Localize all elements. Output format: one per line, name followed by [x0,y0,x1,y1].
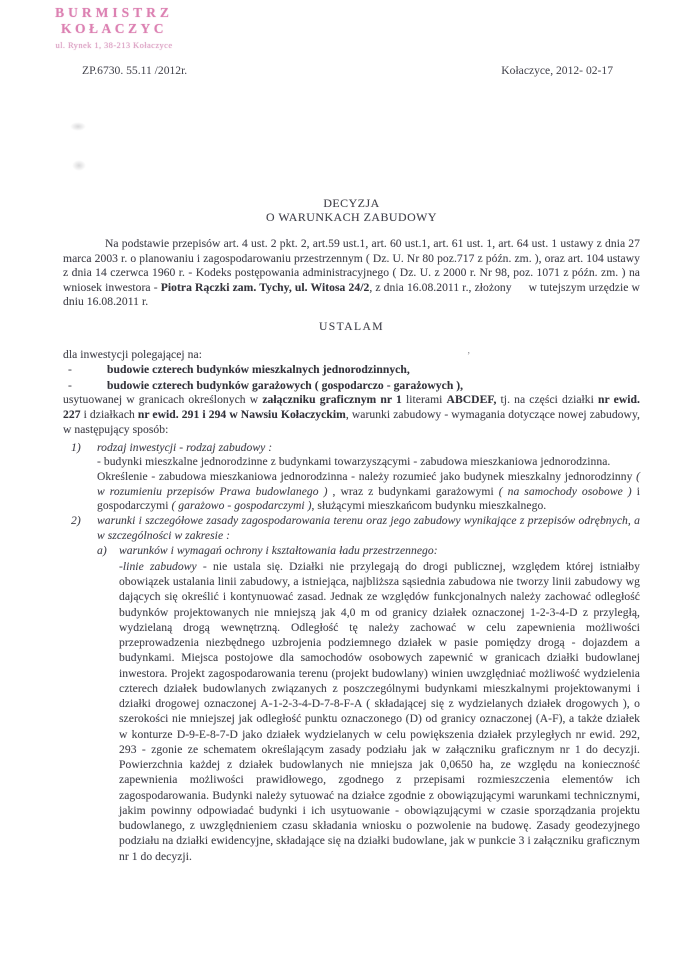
document-title-block [63,196,640,224]
list-item-2 [71,514,640,864]
point-1-content [97,441,640,514]
zoning-conditions-text: - nie ustala się. Działki nie przylegają do drogi publicznej, względem której istniałby obowiązek ustalania linii zabudowy, a istniejąca, najbliższa sąsiednia zabudowa nie tworzy linii zabudowy wg dających się określić i kontynuować zasad. Jednak ze względów funkcjonalnych należy zachować odległość budynków projektowanych nie mniejszą jak 4,0 m od granicy działek oznaczonej 1-2-3-4-D z przyległą, wydzielaną drogą wewnętrzną. Odległość tę należy zachować w celu zapewnienia możliwości przeprowadzenia niezbędnego uzbrojenia podziemnego działek w pasie pomiędzy drogą - dojazdem a budynkami. Miejsca postojowe dla samochodów osobowych zapewnić w granicach działki budowlanej inwestora. Projekt zagospodarowania terenu (projekt budowlany) winien uwzględniać możliwość wydzielenia czterech działek budowlanych związanych z poszczególnymi budynkami mieszkalnymi projektowanymi i działki drogowej oznaczonej A-1-2-3-4-D-7-8-F-A ( składającej się z wydzielanych działek drogowych ), o szerokości nie mniejszej jak odległość punktu oznaczonego (D) od granicy oznaczonej (A-F), a także działek w konturze D-9-E-8-7-D jako działek wydzielanych w celu powiększenia działek przyległych nr ewid. 292, 293 - zgonie ze schematem określającym zasady podziału jak w załączniku graficznym nr 1 do decyzji. Powierzchnia każdej z działek budowlanych nie mniejsza jak 0,0650 ha, ze względu na konieczność zapewnienia możliwości prawidłowego, zgodnego z przepisami rozmieszczenia elementów ich zagospodarowania. Budynki należy sytuować na działce zgodnie z obowiązującymi warunkami technicznymi, jakim powinny odpowiadać budynki i ich usytuowanie - obowiązującymi w czasie sporządzania projektu budowlanego, z uwzględnieniem czasu składania wniosku o pozwolenie na budowę. Zasady geodezyjnego podziału na działki ewidencyjne, składające się na działki budowlane, jak w punkcie 3 i załączniku graficznym nr 1 do decyzji. [119,559,640,863]
sub-point-heading: warunków i wymagań ochrony i kształtowania ładu przestrzennego: [119,544,438,558]
location-text: tj. na części działki [496,393,599,407]
ustalam-heading: USTALAM [319,320,384,334]
boundary-letters: ABCDEF, [446,393,497,407]
parcel-numbers-village: nr ewid. 291 i 294 w Nawsiu Kołaczyckim [137,408,346,422]
legal-basis-text-2: , z dnia 16.08.2011 r., złożony [369,280,512,294]
investment-intro: dla inwestycji polegającej na: [63,347,202,361]
parcel-number: nr ewid. 227 [63,393,640,422]
point-2-heading: warunki i szczegółowe zasady zagospodarowania terenu oraz jego zabudowy wynikające z przepisów odrębnych, a w szczególności w zakresie : [97,514,640,542]
reference-number: ZP.6730. 55.11 /2012r. [82,64,188,77]
location-paragraph [63,393,640,437]
investment-item: budowie czterech budynków mieszkalnych jednorodzinnych, [107,363,410,377]
stamp-office-title: BURMISTRZ [55,5,173,20]
investment-item-row [63,378,640,394]
point-marker: 1) [71,440,81,454]
definition-text: Określenie - zabudowa mieszkaniowa jednorodzinna - należy rozumieć jako budynek mieszkalny jednorodzinny [97,469,637,483]
doc-title: DECYZJA [323,196,380,210]
location-text: literami [401,393,447,407]
zoning-conditions-body [119,559,640,864]
sender-stamp [30,5,198,50]
doc-subtitle: O WARUNKACH ZABUDOWY [266,210,437,225]
point-2-content [97,514,640,864]
point-1-paragraph-1: - budynki mieszkalne jednorodzinne z budynkami towarzyszącymi - zabudowa mieszkaniowa jednorodzinna. [97,455,611,469]
document-body [63,196,640,864]
legal-basis-text-3: w tutejszym urzędzie w dniu 16.08.2011 r. [63,280,640,309]
definition-text: i gospodarczymi [97,484,640,513]
scan-smudge [70,122,86,131]
reference-row [82,64,613,78]
stamp-address: ul. Rynek 1, 38-213 Kołaczyce [55,40,173,50]
investment-item: budowie czterech budynków garażowych ( gospodarczo - garażowych ), [107,378,464,392]
sub-item-a [97,544,640,863]
list-item-1 [71,441,640,514]
annex-reference: załączniku graficznym nr 1 [262,393,402,407]
parenthetical-italic: ( garażowo - gospodarczymi ) [171,499,312,513]
stamp-office-name: KOŁACZYC [60,21,167,36]
location-text: , warunki zabudowy - wymagania dotyczące nowej zabudowy, w następujący sposób: [63,408,640,437]
investor-name: Piotra Rączki zam. Tychy, ul. Witosa 24/2 [160,280,370,294]
location-text: usytuowanej w granicach określonych w [63,393,263,407]
bullet-dash: - [68,363,72,377]
definition-text: , służącymi mieszkańcom budynku mieszkalnego. [311,499,547,513]
point-marker: 2) [71,514,81,528]
place-and-date: Kołaczyce, 2012- 02-17 [501,64,613,77]
conditions-list [71,441,640,864]
bullet-dash: - [68,378,72,392]
scan-smudge [72,160,86,171]
point-1-heading: rodzaj inwestycji - rodzaj zabudowy : [97,440,273,454]
parenthetical-italic: ( na samochody osobowe ) [498,484,632,498]
legal-reference-italic: ( w rozumieniu przepisów Prawa budowlanego ) [97,469,640,498]
sub-point-marker: a) [97,544,107,558]
legal-basis-text: Na podstawie przepisów art. 4 ust. 2 pkt. 2, art.59 ust.1, art. 60 ust.1, art. 61 ust. 1, art. 64 ust. 1 ustawy z dnia 27 marca 2003 r. o planowaniu i zagospodarowaniu przestrzennym ( Dz. U. Nr 80 poz.717 z późn. zm. ), oraz art. 104 ustawy z dnia 14 czerwca 1960 r. - Kodeks postępowania administracyjnego ( Dz. U. z 2000 r. Nr 98, poz. 1071 z późn. zm. ) na wniosek inwestora - [63,237,640,294]
definition-text: , wraz z budynkami garażowymi [327,484,499,498]
building-lines-lead-italic: -linie zabudowy [119,559,197,573]
sub-item-a-content [119,544,640,863]
investment-item-row [63,362,640,378]
point-1-paragraph-2 [97,470,640,514]
scan-artifact: ’ [467,351,471,362]
legal-basis-paragraph [63,237,640,309]
location-text: i działkach [80,408,138,422]
